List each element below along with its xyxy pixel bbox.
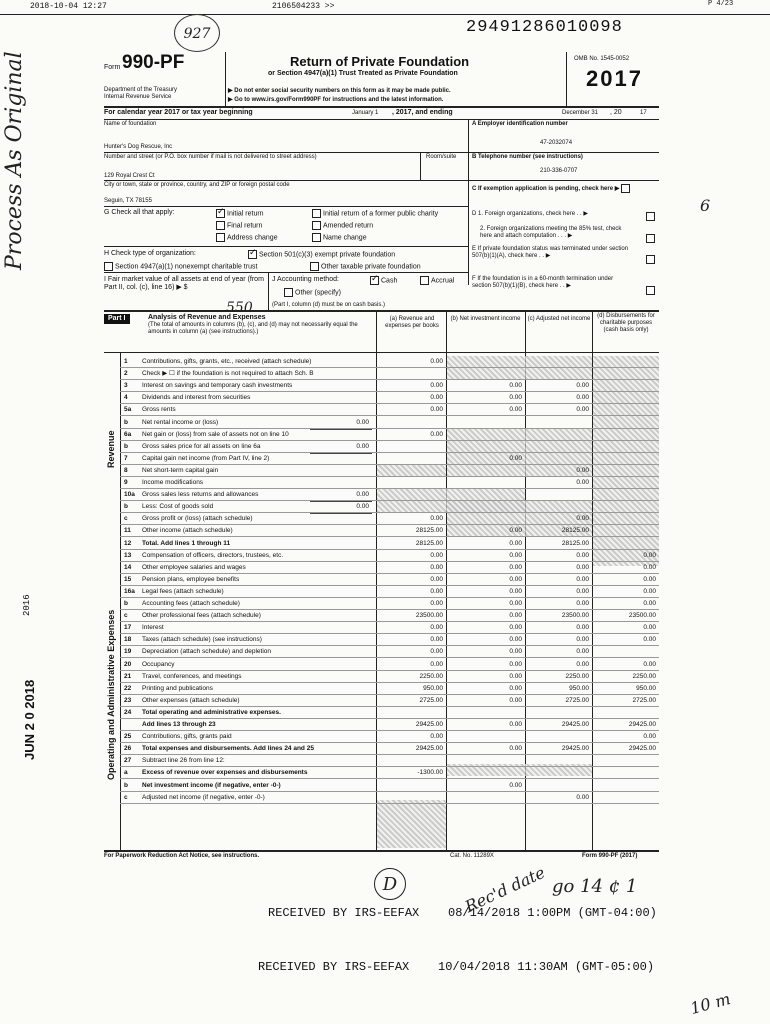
received-stamp-1: RECEIVED BY IRS-EEFAX 08/14/2018 1:00PM (GMT-04:00) [268, 906, 657, 920]
section-h-label: H Check type of organization: [104, 250, 196, 257]
section-e: E If private foundation status was terminated under section 507(b)(1)(A), check here . . ▶ [472, 246, 629, 259]
line-description: Net investment income (if negative, enter -0-) [142, 781, 281, 789]
line-description: Net gain or (loss) from sale of assets not on line 10 [142, 430, 289, 438]
g-opt-initial[interactable]: ✓ Initial return [216, 209, 264, 218]
h-opt-4947[interactable]: Section 4947(a)(1) nonexempt charitable trust [104, 262, 257, 271]
cell-col-b: 0.00 [509, 721, 522, 728]
calendar-mid: , 2017, and ending [392, 109, 453, 116]
cell-col-a: 0.00 [430, 587, 443, 595]
table-row [104, 671, 659, 683]
inline-amount: 0.00 [310, 441, 372, 454]
cell-col-a: 0.00 [430, 551, 443, 559]
cell-col-a: 0.00 [430, 660, 443, 668]
cell-col-a: 0.00 [430, 430, 443, 438]
cell-col-d: 0.00 [643, 636, 656, 644]
circle-stamp: 927 [174, 14, 220, 52]
table-row [104, 368, 659, 380]
margin-stamp-date: JUN 2 0 2018 [22, 679, 37, 760]
table-row [104, 562, 659, 574]
cell-col-c: 0.00 [576, 551, 589, 559]
omb-number: OMB No. 1545-0052 [574, 56, 630, 62]
cell-col-a: 2725.00 [419, 696, 443, 704]
f-checkbox[interactable] [646, 286, 655, 295]
line-description: Total operating and administrative expenses. [142, 708, 281, 716]
part-title: Analysis of Revenue and Expenses [148, 314, 266, 321]
table-row [104, 453, 659, 465]
line-description: Travel, conferences, and meetings [142, 672, 242, 680]
table-row [104, 719, 659, 731]
col-c-header: (c) Adjusted net income [527, 316, 591, 322]
line-number: 11 [124, 527, 131, 535]
table-row [104, 622, 659, 634]
fax-date: 2018-10-04 12:27 [30, 2, 107, 11]
line-number: 7 [124, 454, 128, 462]
cell-col-c: 29425.00 [561, 745, 589, 753]
cell-col-b: 0.00 [509, 406, 522, 414]
h-opt-501[interactable]: ✓ Section 501(c)(3) exempt private foundation [248, 250, 395, 259]
table-row [104, 525, 659, 537]
table-row [104, 489, 659, 501]
cell-col-c: 29425.00 [561, 721, 589, 728]
line-number: 9 [124, 479, 128, 486]
table-row [104, 465, 659, 477]
table-row [104, 538, 659, 550]
line-description: Interest on savings and temporary cash investments [142, 382, 293, 390]
line-number: 13 [124, 551, 132, 559]
cell-col-b: 0.00 [509, 648, 522, 656]
cell-col-a: 0.00 [430, 394, 443, 402]
calendar-yr: 17 [640, 110, 647, 116]
cell-col-d: 0.00 [643, 660, 656, 668]
footer-cat: Cat. No. 11289X [450, 853, 494, 859]
g-opt-final[interactable]: Final return [216, 221, 262, 230]
cell-col-b: 0.00 [509, 745, 522, 753]
line-number: 21 [124, 672, 132, 680]
col-d-header: (d) Disbursements for charitable purposes (cash basis only) [597, 313, 655, 333]
line-number: 16a [124, 587, 135, 595]
cell-col-c: 2250.00 [565, 672, 589, 680]
line-number: 22 [124, 684, 132, 692]
line-number: b [124, 600, 128, 607]
cell-col-a: 0.00 [430, 382, 443, 390]
cell-col-d: 0.00 [643, 733, 656, 741]
cell-col-b: 0.00 [509, 612, 522, 620]
line-description: Gross sales less returns and allowances [142, 491, 259, 499]
line-number: 18 [124, 636, 132, 644]
line-description: Add lines 13 through 23 [142, 721, 216, 728]
d1-checkbox[interactable] [646, 212, 655, 221]
ein-label: A Employer identification number [472, 121, 568, 127]
cell-col-d: 0.00 [643, 600, 656, 607]
line-number: b [124, 442, 128, 450]
section-i-label: I Fair market value of all assets at end of year (from Part II, col. (c), line 16) ▶ $ [104, 276, 264, 291]
cell-col-c: 0.00 [576, 406, 589, 414]
g-opt-former[interactable]: Initial return of a former public charity [312, 209, 438, 218]
table-row [104, 646, 659, 658]
inline-amount: 0.00 [310, 417, 372, 430]
section-f: F If the foundation is in a 60-month termination under section 507(b)(1)(B), check here . . ▶ [472, 276, 614, 289]
line-description: Depreciation (attach schedule) and depletion [142, 648, 272, 656]
cell-col-b: 0.00 [509, 587, 522, 595]
line-description: Other employee salaries and wages [142, 563, 246, 571]
line-description: Pension plans, employee benefits [142, 575, 240, 583]
cell-col-b: 0.00 [509, 672, 522, 680]
g-opt-amended[interactable]: Amended return [312, 221, 373, 230]
line-number: 10a [124, 491, 135, 499]
cell-col-b: 0.00 [509, 551, 522, 559]
line-description: Total expenses and disbursements. Add lines 24 and 25 [142, 745, 314, 753]
phone-label: B Telephone number (see instructions) [472, 154, 583, 160]
cell-col-c: 0.00 [576, 394, 589, 402]
cell-col-a: 0.00 [430, 636, 443, 644]
inline-amount: 0.00 [310, 489, 372, 502]
cell-col-d: 23500.00 [628, 612, 656, 620]
line-number: 2 [124, 370, 128, 378]
name-label: Name of foundation [104, 121, 157, 127]
cell-col-b: 0.00 [509, 600, 522, 607]
address-label: Number and street (or P.O. box number if mail is not delivered to street address) [104, 154, 317, 160]
line-number: 23 [124, 696, 132, 704]
cell-col-a: 0.00 [430, 600, 443, 607]
cell-col-c: 0.00 [576, 382, 589, 390]
line-number: 20 [124, 660, 132, 668]
cell-col-a: 0.00 [430, 733, 443, 741]
line-description: Other income (attach schedule) [142, 527, 233, 535]
table-row [104, 634, 659, 646]
line-number: b [124, 503, 128, 511]
notice-url: ▶ Go to www.irs.gov/Form990PF for instructions and the latest information. [228, 97, 444, 103]
line-description: Check ▶ ☐ if the foundation is not required to attach Sch. B [142, 370, 314, 378]
table-row [104, 610, 659, 622]
line-description: Net rental income or (loss) [142, 418, 219, 426]
line-number: 6a [124, 430, 132, 438]
cell-col-c: 0.00 [576, 624, 589, 632]
line-number: 8 [124, 466, 128, 474]
cell-col-c: 0.00 [576, 575, 589, 583]
line-description: Gross sales price for all assets on line 6a [142, 442, 261, 450]
line-description: Gross profit or (loss) (attach schedule) [142, 515, 253, 523]
cell-col-c: 0.00 [576, 636, 589, 644]
cell-col-a: 29425.00 [415, 745, 443, 753]
cell-col-b: 0.00 [509, 781, 522, 789]
table-row [104, 683, 659, 695]
cell-col-b: 0.00 [509, 575, 522, 583]
address-value: 129 Royal Crest Ct [104, 173, 155, 179]
side-expenses: Operating and Administrative Expenses [106, 609, 116, 780]
line-number: c [124, 793, 128, 801]
cell-col-b: 0.00 [509, 696, 522, 704]
table-row [104, 731, 659, 743]
line-number: 14 [124, 563, 132, 571]
cell-col-a: 950.00 [423, 684, 443, 692]
line-description: Legal fees (attach schedule) [142, 587, 224, 595]
ein-value: 47-2032074 [540, 140, 573, 146]
cell-col-c: 950.00 [569, 684, 589, 692]
exempt-label: C If exemption application is pending, check here ▶ [472, 184, 632, 193]
line-description: Less: Cost of goods sold [142, 503, 214, 511]
phone-value: 210-336-0707 [540, 168, 578, 174]
line-description: Income modifications [142, 479, 204, 486]
accounting-cash[interactable]: ✓ Cash [370, 276, 397, 285]
cell-col-a: 0.00 [430, 515, 443, 523]
cell-col-c: 28125.00 [561, 527, 589, 535]
cell-col-c: 28125.00 [561, 539, 589, 547]
cell-col-c: 0.00 [576, 600, 589, 607]
line-description: Interest [142, 624, 164, 632]
line-description: Accounting fees (attach schedule) [142, 600, 240, 607]
line-description: Net short-term capital gain [142, 466, 219, 474]
cell-col-c: 0.00 [576, 466, 589, 474]
line-description: Total. Add lines 1 through 11 [142, 539, 231, 547]
cell-col-a: 23500.00 [415, 612, 443, 620]
accounting-note: (Part I, column (d) must be on cash basis.) [272, 302, 386, 308]
cell-col-d: 0.00 [643, 575, 656, 583]
e-checkbox[interactable] [646, 255, 655, 264]
cell-col-b: 0.00 [509, 382, 522, 390]
cell-col-b: 0.00 [509, 624, 522, 632]
line-number: 17 [124, 624, 132, 632]
cell-col-a: 0.00 [430, 648, 443, 656]
accounting-accrual[interactable]: Accrual [420, 276, 454, 285]
cell-col-c: 2725.00 [565, 696, 589, 704]
cell-col-a: 0.00 [430, 406, 443, 414]
table-row [104, 513, 659, 525]
table-row [104, 501, 659, 513]
section-g-label: G Check all that apply: [104, 209, 175, 216]
calendar-yr-prefix: , 20 [610, 109, 622, 116]
line-number: b [124, 781, 128, 789]
line-number: c [124, 612, 128, 620]
cell-col-a: 28125.00 [415, 527, 443, 535]
line-description: Subtract line 26 from line 12: [142, 757, 225, 765]
cell-col-d: 2725.00 [632, 696, 656, 704]
line-number: 27 [124, 757, 132, 765]
line-description: Other professional fees (attach schedule) [142, 612, 261, 620]
section-d2: 2. Foreign organizations meeting the 85% test, check here and attach computation . . . ▶ [480, 226, 622, 239]
cell-col-b: 0.00 [509, 660, 522, 668]
form-number: 990-PF [122, 52, 185, 73]
cell-col-b: 0.00 [509, 636, 522, 644]
table-row [104, 404, 659, 416]
line-description: Excess of revenue over expenses and disbursements [142, 769, 308, 777]
table-row [104, 574, 659, 586]
line-number: 25 [124, 733, 132, 741]
table-row [104, 477, 659, 489]
calendar-label: For calendar year 2017 or tax year beginning [104, 109, 253, 116]
table-row [104, 586, 659, 598]
line-description: Gross rents [142, 406, 176, 414]
inline-amount: 0.00 [310, 501, 372, 514]
d2-checkbox[interactable] [646, 234, 655, 243]
line-number: 3 [124, 382, 128, 390]
line-description: Printing and publications [142, 684, 213, 692]
cell-col-c: 0.00 [576, 793, 589, 801]
handwritten-go: go 14 ¢ 1 [552, 876, 638, 897]
handwritten-corner: 10 m [688, 989, 733, 1018]
cell-col-c: 0.00 [576, 479, 589, 486]
section-d1: D 1. Foreign organizations, check here . . ▶ [472, 211, 589, 217]
cell-col-c: 0.00 [576, 587, 589, 595]
cell-col-b: 0.00 [509, 454, 522, 462]
table-row [104, 695, 659, 707]
exempt-checkbox[interactable] [621, 184, 630, 193]
line-description: Contributions, gifts, grants paid [142, 733, 232, 741]
line-description: Dividends and interest from securities [142, 394, 251, 402]
footer-paperwork: For Paperwork Reduction Act Notice, see instructions. [104, 853, 260, 859]
room-label: Room/suite [426, 154, 457, 160]
table-row [104, 707, 659, 719]
table-row [104, 792, 659, 804]
line-number: b [124, 418, 128, 426]
line-number: c [124, 515, 128, 523]
line-number: 24 [124, 708, 132, 716]
cell-col-c: 23500.00 [561, 612, 589, 620]
table-row [104, 598, 659, 610]
part-label: Part I [104, 314, 130, 324]
cell-col-a: 0.00 [430, 358, 443, 365]
line-number: 12 [124, 539, 132, 547]
fax-page: P 4/23 [708, 0, 734, 8]
line-description: Adjusted net income (if negative, enter -0-) [142, 793, 265, 801]
line-number: 4 [124, 394, 128, 402]
line-number: 19 [124, 648, 132, 656]
org-name: Hunter's Dog Rescue, Inc [104, 144, 173, 150]
margin-handwriting: Process As Original [2, 51, 27, 270]
city-value: Seguin, TX 78155 [104, 198, 152, 204]
cell-col-b: 0.00 [509, 539, 522, 547]
g-opt-address[interactable]: Address change [216, 233, 278, 242]
fax-number: 2106504233 >> [272, 2, 335, 11]
cell-col-c: 0.00 [576, 660, 589, 668]
table-row [104, 780, 659, 792]
line-number: 1 [124, 358, 128, 365]
cell-col-d: 0.00 [643, 624, 656, 632]
city-label: City or town, state or province, country, and ZIP or foreign postal code [104, 182, 290, 188]
table-row [104, 356, 659, 368]
circled-d: D [374, 868, 406, 900]
cell-col-a: 29425.00 [415, 721, 443, 728]
cell-col-c: 0.00 [576, 515, 589, 523]
cell-col-b: 0.00 [509, 684, 522, 692]
table-row [104, 550, 659, 562]
cell-col-a: 0.00 [430, 575, 443, 583]
dln-number: 29491286010098 [466, 18, 623, 37]
form-label: Form [104, 64, 121, 71]
cell-col-c: 0.00 [576, 648, 589, 656]
table-row [104, 417, 659, 429]
dept-name: Department of the Treasury Internal Revenue Service [104, 87, 178, 100]
cell-col-a: -1300.00 [417, 769, 443, 777]
cell-col-a: 28125.00 [415, 539, 443, 547]
tax-year: 2017 [586, 66, 643, 91]
cell-col-d: 0.00 [643, 551, 656, 559]
table-row [104, 380, 659, 392]
line-description: Taxes (attach schedule) (see instructions) [142, 636, 262, 644]
cell-col-d: 0.00 [643, 563, 656, 571]
table-row [104, 429, 659, 441]
line-description: Occupancy [142, 660, 175, 668]
line-description: Contributions, gifts, grants, etc., received (attach schedule) [142, 358, 312, 365]
margin-date: 2016 [22, 594, 32, 616]
table-row [104, 767, 659, 779]
h-opt-other[interactable]: Other taxable private foundation [310, 262, 421, 271]
cell-col-d: 0.00 [643, 587, 656, 595]
cell-col-b: 0.00 [509, 563, 522, 571]
cell-col-d: 29425.00 [628, 721, 656, 728]
cell-col-b: 0.00 [509, 527, 522, 535]
accounting-other[interactable]: Other (specify) [284, 288, 341, 297]
cell-col-a: 0.00 [430, 624, 443, 632]
line-number: 26 [124, 745, 132, 753]
cell-col-d: 29425.00 [628, 745, 656, 753]
table-row [104, 659, 659, 671]
col-b-header: (b) Net investment income [450, 316, 521, 322]
handwritten-tick: 6 [700, 196, 711, 215]
cell-col-b: 0.00 [509, 394, 522, 402]
cell-col-c: 0.00 [576, 563, 589, 571]
line-number: 15 [124, 575, 132, 583]
g-opt-name[interactable]: Name change [312, 233, 367, 242]
line-number: 5a [124, 406, 132, 414]
cell-col-d: 950.00 [636, 684, 656, 692]
table-row [104, 392, 659, 404]
form-subtitle: or Section 4947(a)(1) Trust Treated as Private Foundation [268, 70, 458, 77]
line-number: a [124, 769, 128, 777]
calendar-end: December 31 [562, 110, 599, 116]
line-description: Compensation of officers, directors, trustees, etc. [142, 551, 284, 559]
cell-col-a: 0.00 [430, 563, 443, 571]
part-title-note: (The total of amounts in columns (b), (c), and (d) may not necessarily equal the amounts in column (a) (see instructions).) [148, 322, 358, 335]
footer-form: Form 990-PF (2017) [582, 853, 638, 859]
notice-ssn: ▶ Do not enter social security numbers on this form as it may be made public. [228, 88, 451, 94]
side-revenue: Revenue [106, 430, 116, 468]
received-stamp-2: RECEIVED BY IRS-EEFAX 10/04/2018 11:30AM (GMT-05:00) [258, 960, 655, 974]
cell-col-a: 2250.00 [419, 672, 443, 680]
line-description: Other expenses (attach schedule) [142, 696, 240, 704]
col-a-header: (a) Revenue and expenses per books [385, 316, 439, 329]
cell-col-d: 2250.00 [632, 672, 656, 680]
calendar-begin: January 1 [352, 110, 379, 116]
line-description: Capital gain net income (from Part IV, line 2) [142, 454, 270, 462]
fmv-value: 550 [226, 300, 253, 316]
table-row [104, 441, 659, 453]
table-row [104, 755, 659, 767]
table-row [104, 743, 659, 755]
accounting-label: J Accounting method: [272, 276, 339, 283]
form-title: Return of Private Foundation [290, 54, 470, 69]
handwritten-recd: Rec'd date [462, 862, 548, 917]
